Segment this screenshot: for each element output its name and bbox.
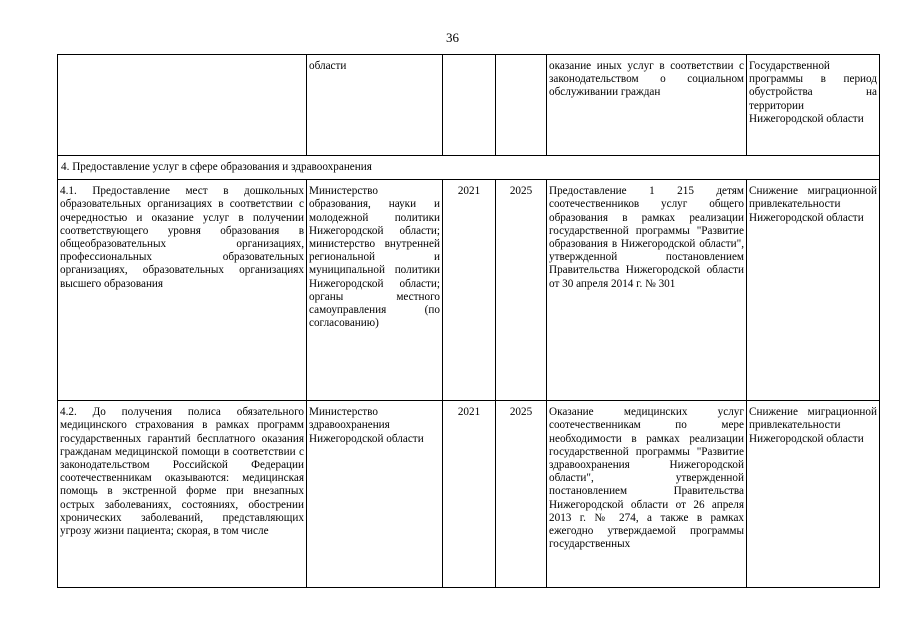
table-row [58,180,880,401]
result-cell: оказание иных услуг в соответствии с законодательством о социальном обслуживании граждан [547,55,747,156]
table-row [58,401,880,588]
result-cell: Предоставление 1 215 детям соотечественников услуг общего образования в рамках реализации государственной программы "Развитие образования в Нижегородской области", утвержденной постановлением Правительства Нижегородской области от 30 апреля 2014 г. № 301 [547,180,747,401]
section-title: 4. Предоставление услуг в сфере образования и здравоохранения [58,156,880,180]
start-year-cell: 2021 [443,401,496,588]
executor-cell: области [307,55,443,156]
indicator-cell: Снижение миграционной привлекательности Нижегородской области [747,401,880,588]
table-row [58,55,880,156]
indicator-cell: Снижение миграционной привлекательности Нижегородской области [747,180,880,401]
executor-cell: Министерство образования, науки и молодежной политики Нижегородской области; министерство внутренней региональной и муниципальной политики Нижегородской области; органы местного самоуправления (по согласованию) [307,180,443,401]
indicator-cell: Государственной программы в период обустройства на территории Нижегородской области [747,55,880,156]
page-number: 36 [446,30,459,45]
measure-cell: 4.1. Предоставление мест в дошкольных образовательных организациях в соответствии с очередностью и оказание услуг в получении соответствующего уровня образования в общеобразовательных организациях, профессиональных образовательных организациях, образовательных организациях высшего образования [58,180,307,401]
start-year-cell: 2021 [443,180,496,401]
measure-cell [58,55,307,156]
end-year-cell: 2025 [496,180,547,401]
start-year-cell [443,55,496,156]
measure-cell: 4.2. До получения полиса обязательного медицинского страхования в рамках программ государственных гарантий бесплатного оказания гражданам медицинской помощи в соответствии с законодательством Российской Федерации соотечественникам оказываются: медицинская помощь в экстренной форме при внезапных острых заболеваниях, состояниях, обострении хронических заболеваний, представляющих угрозу жизни пациента; скорая, в том числе [58,401,307,588]
executor-cell: Министерство здравоохранения Нижегородской области [307,401,443,588]
measures-table [57,54,880,588]
end-year-cell: 2025 [496,401,547,588]
end-year-cell [496,55,547,156]
result-cell: Оказание медицинских услуг соотечественникам по мере необходимости в рамках реализации государственной программы "Развитие здравоохранения Нижегородской области", утвержденной постановлением Правительства Нижегородской области от 26 апреля 2013 г. № 274, а также в рамках ежегодно утверждаемой программы государственных [547,401,747,588]
section-row [58,156,880,180]
